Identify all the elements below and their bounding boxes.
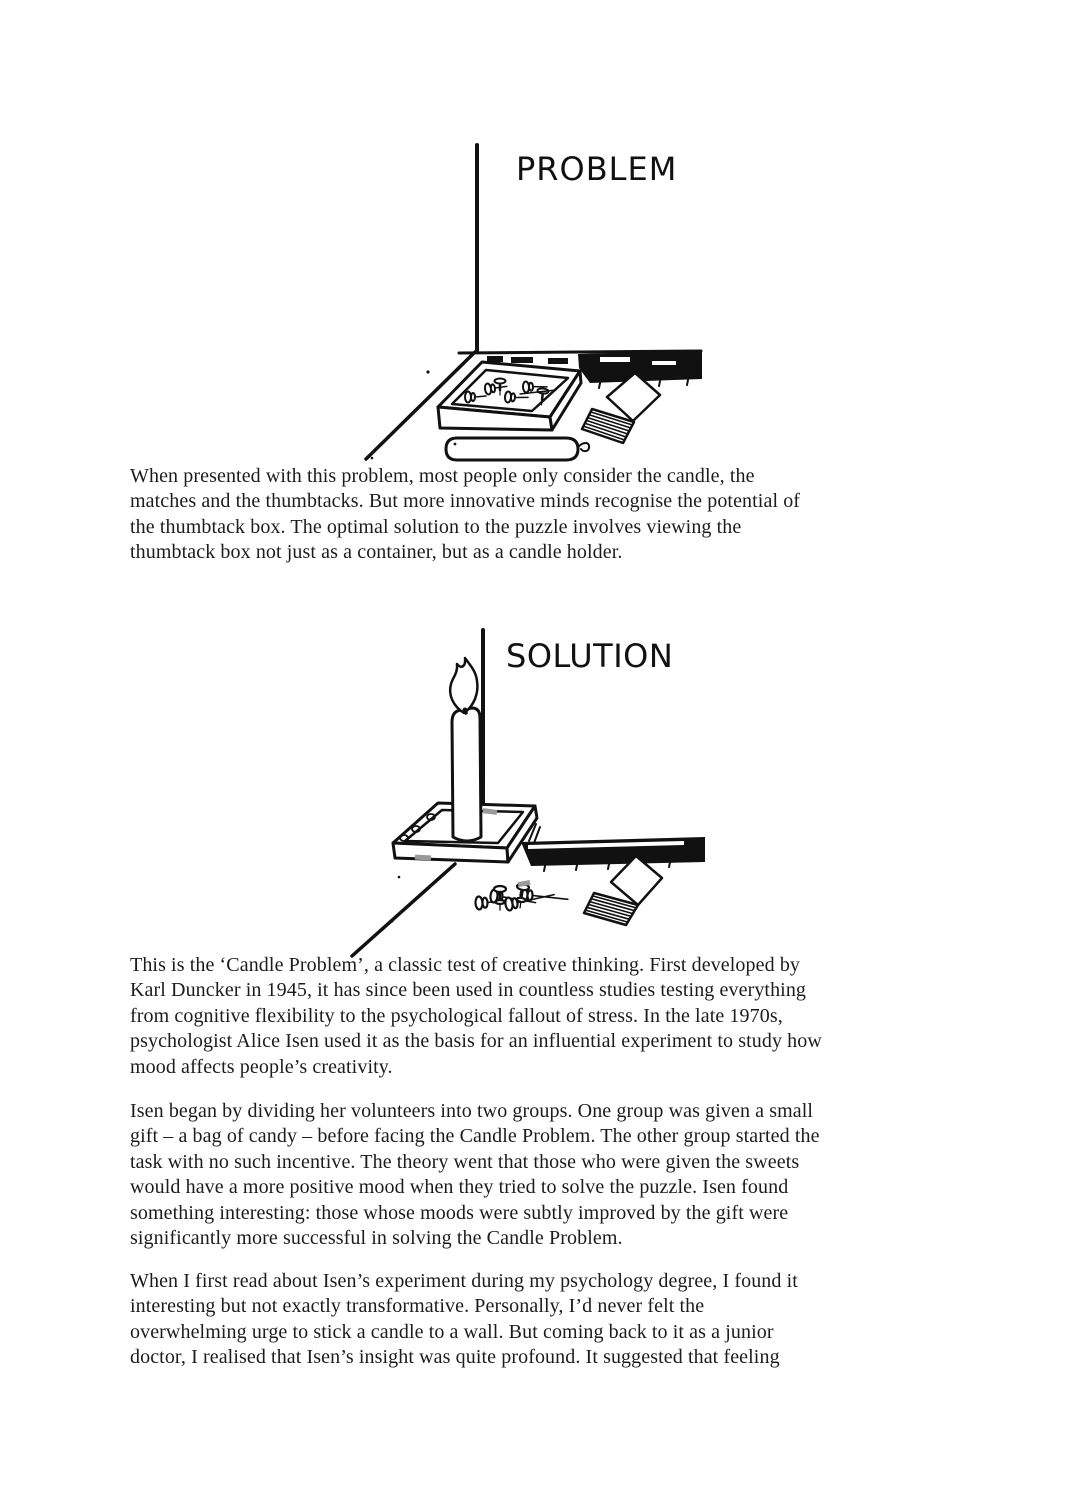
- text-line: psychologist Alice Isen used it as the basis for an influential experiment to study how: [130, 1030, 822, 1053]
- paragraph-isen-experiment: [130, 1099, 820, 1251]
- text-line: mood affects people’s creativity.: [130, 1055, 393, 1078]
- problem-illustration: [330, 138, 730, 473]
- text-line: task with no such incentive. The theory went that those who were given the sweets: [130, 1150, 800, 1173]
- text-line: would have a more positive mood when they tried to solve the puzzle. Isen found: [130, 1176, 789, 1199]
- text-line: significantly more successful in solving the Candle Problem.: [130, 1227, 623, 1250]
- paragraph-author-reflection: [130, 1269, 798, 1371]
- text-line: doctor, I realised that Isen’s insight was quite profound. It suggested that feeling: [130, 1346, 780, 1369]
- matchbook: [584, 856, 662, 925]
- problem-figure-title: PROBLEM: [516, 150, 678, 188]
- wick: [578, 443, 589, 451]
- text-line: When presented with this problem, most people only consider the candle, the: [130, 465, 755, 487]
- wick-tip: [463, 708, 468, 713]
- text-line: matches and the thumbtacks. But more innovative minds recognise the potential of: [130, 490, 801, 513]
- text-line: When I first read about Isen’s experiment during my psychology degree, I found it: [130, 1270, 798, 1292]
- text-line: the thumbtack box. The optimal solution to the puzzle involves viewing the: [130, 515, 742, 538]
- shadow-band: [521, 824, 705, 871]
- candle-standing: [450, 658, 481, 841]
- solution-figure-title: SOLUTION: [506, 637, 674, 675]
- table-corner-line: [352, 864, 455, 956]
- text-line: thumbtack box not just as a container, but as a candle holder.: [130, 541, 623, 564]
- text-line: something interesting: those whose moods were subtly improved by the gift were: [130, 1201, 789, 1224]
- text-line: gift – a bag of candy – before facing the Candle Problem. The other group started the: [130, 1125, 820, 1148]
- matchbook: [582, 373, 660, 443]
- text-line: overwhelming urge to stick a candle to a wall. But coming back to it as a junior: [130, 1320, 774, 1343]
- flame: [450, 658, 477, 713]
- paragraph-candle-problem-history: [130, 953, 822, 1080]
- text-line: Isen began by dividing her volunteers into two groups. One group was given a small: [130, 1100, 814, 1122]
- text-line: from cognitive flexibility to the psychological fallout of stress. In the late 1970s,: [130, 1004, 783, 1027]
- candle-lying: [446, 438, 589, 460]
- text-line: This is the ‘Candle Problem’, a classic test of creative thinking. First developed by: [130, 954, 801, 976]
- paragraph-problem-description: [130, 464, 800, 566]
- text-line: Karl Duncker in 1945, it has since been used in countless studies testing everything: [130, 979, 807, 1002]
- scattered-thumbtacks: [475, 880, 568, 911]
- text-line: interesting but not exactly transformative. Personally, I’d never felt the: [130, 1295, 705, 1318]
